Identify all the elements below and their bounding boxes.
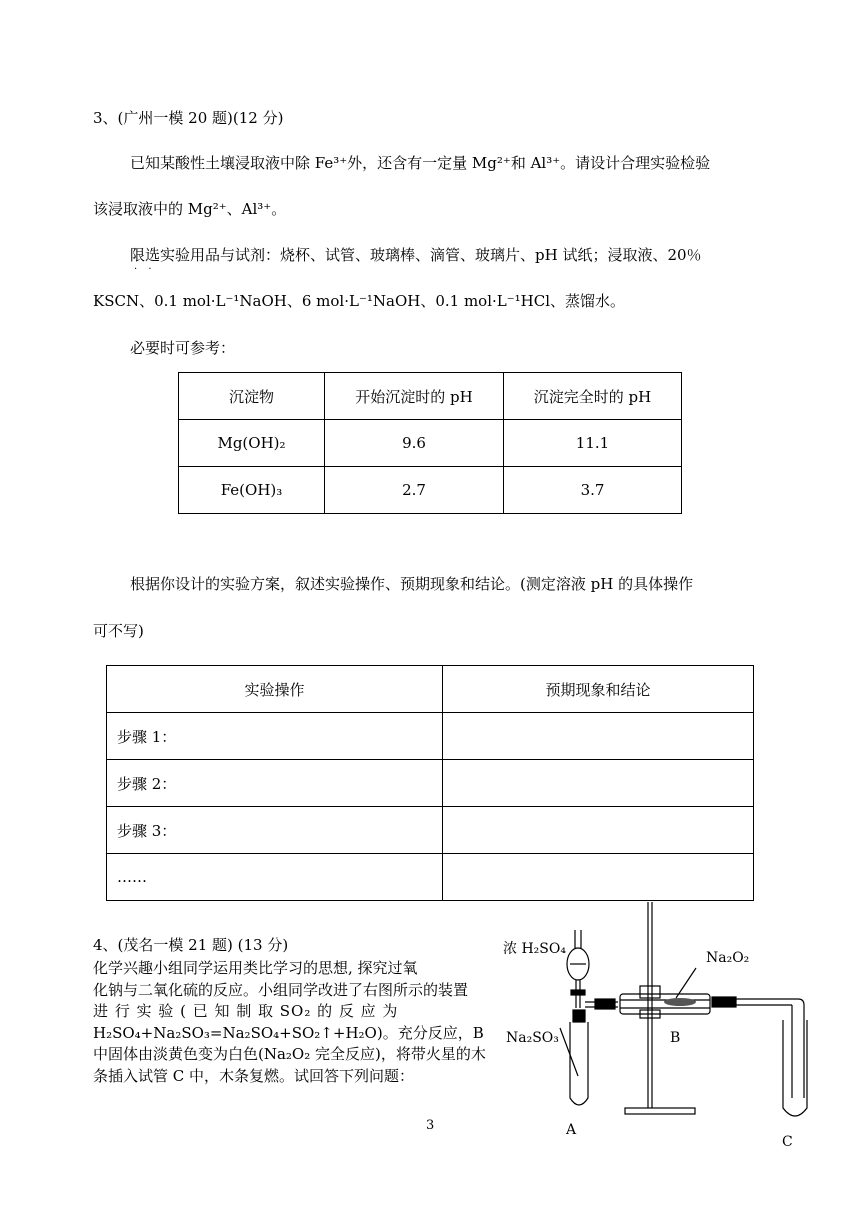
table-header-cell: 实验操作 <box>107 666 443 713</box>
q4-line: 化学兴趣小组同学运用类比学习的思想, 探究过氧 <box>93 959 418 977</box>
apparatus-diagram <box>500 898 830 1158</box>
table-cell: 3.7 <box>504 467 682 514</box>
q4-line: 条插入试管 C 中，木条复燃。试回答下列问题： <box>93 1066 415 1085</box>
stand-base <box>625 1108 695 1114</box>
rubber-tube <box>595 999 615 1009</box>
q4-heading: 4、(茂名一模 21 题) (13 分) <box>93 936 289 954</box>
table-row <box>179 467 682 514</box>
table-cell-blank <box>443 807 754 854</box>
q4-line: 化钠与二氧化硫的反应。小组同学改进了右图所示的装置 <box>93 980 469 999</box>
q3-task-line2: 可不写) <box>93 622 144 640</box>
table-cell: 步骤 1： <box>107 713 443 760</box>
q3-intro-line1: 已知某酸性土壤浸取液中除 Fe³⁺外，还含有一定量 Mg²⁺和 Al³⁺。请设计合理实验检验 <box>130 154 711 172</box>
q3-reagents-line2: KSCN、0.1 mol·L⁻¹NaOH、6 mol·L⁻¹NaOH、0.1 mol·L⁻¹HCl、蒸馏水。 <box>93 292 626 310</box>
na2o2-solid <box>664 998 696 1006</box>
reaction-tube-b <box>620 994 710 1014</box>
q3-task-line1: 根据你设计的实验方案，叙述实验操作、预期现象和结论。(测定溶液 pH 的具体操作 <box>130 575 694 593</box>
table-row <box>107 713 754 760</box>
q4-line: H₂SO₄+Na₂SO₃=Na₂SO₄+SO₂↑+H₂O)。充分反应，B <box>93 1023 484 1042</box>
label-b: B <box>670 1030 681 1046</box>
table-row <box>107 807 754 854</box>
table-row <box>107 854 754 901</box>
table-cell-blank <box>443 854 754 901</box>
rubber-tube <box>712 997 736 1007</box>
table-header-cell: 沉淀物 <box>179 373 325 420</box>
emphasis-mark: 限选 · · <box>130 245 160 265</box>
table-header-cell: 预期现象和结论 <box>443 666 754 713</box>
table-cell: 步骤 2： <box>107 760 443 807</box>
q3-reagents-line1: 限选 · ·实验用品与试剂：烧杯、试管、玻璃棒、滴管、玻璃片、pH 试纸；浸取液、20％ <box>130 245 702 265</box>
table-row <box>179 420 682 467</box>
stopper <box>573 1010 585 1022</box>
q4-line: 进 行 实 验 ( 已 知 制 取 SO₂ 的 反 应 为 <box>93 1002 399 1020</box>
label-acid: 浓 H₂SO₄ <box>503 941 566 957</box>
table-cell-blank <box>443 760 754 807</box>
table-cell: 11.1 <box>504 420 682 467</box>
table-header-cell: 沉淀完全时的 pH <box>504 373 682 420</box>
table-row <box>107 760 754 807</box>
q4-body <box>93 958 493 1087</box>
table-header-row <box>107 666 754 713</box>
table-cell: 2.7 <box>325 467 504 514</box>
q3-intro-line2: 该浸取液中的 Mg²⁺、Al³⁺。 <box>93 200 287 218</box>
label-c: C <box>782 1134 793 1150</box>
answer-table <box>106 665 754 901</box>
q3-reference: 必要时可参考： <box>130 339 236 357</box>
table-cell: Mg(OH)₂ <box>179 420 325 467</box>
table-cell: 步骤 3： <box>107 807 443 854</box>
table-cell-blank <box>443 713 754 760</box>
label-na2o2: Na₂O₂ <box>706 950 750 966</box>
label-a: A <box>566 1122 577 1138</box>
table-cell: Fe(OH)₃ <box>179 467 325 514</box>
table-header-cell: 开始沉淀时的 pH <box>325 373 504 420</box>
table-header-row <box>179 373 682 420</box>
page-number: 3 <box>426 1118 435 1133</box>
q3-heading: 3、(广州一模 20 题)(12 分) <box>93 109 284 127</box>
table-cell: …… <box>107 854 443 901</box>
label-na2so3: Na₂SO₃ <box>506 1030 559 1046</box>
clamp <box>640 986 660 998</box>
reference-table <box>178 372 682 514</box>
q4-line: 中固体由淡黄色变为白色(Na₂O₂ 完全反应)，将带火星的木 <box>93 1045 486 1063</box>
table-cell: 9.6 <box>325 420 504 467</box>
